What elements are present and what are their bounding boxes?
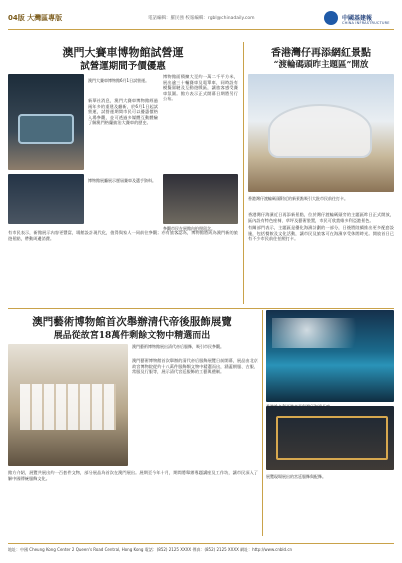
museum-photo — [8, 74, 84, 170]
newspaper-logo[interactable] — [324, 8, 394, 28]
right-column-divider — [262, 310, 263, 536]
section-divider — [8, 308, 394, 309]
article-b — [248, 212, 394, 304]
logo-title: 中國基建報 — [342, 15, 373, 22]
article-c-paragraph-2: 館方介紹，展覽共展出約一百套件文物，部分展品為首次在澳門展出。展期至今年十月，期間將舉辦專題講座及工作坊，讓市民深入了解中國傳統服飾文化。 — [8, 470, 258, 481]
newspaper-page — [8, 8, 394, 555]
article-a-col2 — [163, 74, 238, 170]
article-a-paragraph-3: 有市民表示，新館展示內容更豐富，場館設計現代化，值得與家人一同前往參觀；亦有旅客認為，博物館將成為澳門新的旅遊景點，帶動周邊消費。 — [8, 230, 238, 241]
visitors-photo — [163, 174, 238, 224]
article-a-col1 — [88, 98, 158, 224]
page-header — [8, 8, 394, 30]
footer-contact: 地址：中國 Cheung Kong Center 2 Queen's Road Central, Hong Kong 電話：(852) 2125 XXXX 傳真：(852) 2125 XXXX 網址：http://www.cnbld.cn — [8, 547, 293, 552]
article-c-bottom — [8, 470, 258, 536]
logo-subtitle: CHINA INFRASTRUCTURE — [342, 21, 390, 25]
headline-c-sub: 展品從故宮18萬件剩餘文物中精選而出 — [53, 331, 211, 341]
headline-c-main: 澳門藝術博物館首次舉辦清代帝後服飾展覽 — [32, 316, 232, 328]
exhibit-photo — [8, 174, 84, 224]
article-b-paragraph-2: 有關部門表示，主題區是優化海濱計劃的一部分，日後將陸續推出更多配套設施，包括餐飲及文化活動，讓市民及旅客可在海濱享受休閒時光。開放首日已有不少市民前往拍照打卡。 — [248, 225, 394, 242]
article-c-col1 — [132, 358, 258, 470]
article-a-paragraph-1: 新華社消息，澳門大賽車博物館經過兩年多的重建及翻新，於6月1日起試營運，試營運期間市民可以優惠價格入場參觀，並可透過多媒體互動體驗了解澳門格蘭披治大賽車的歷史。 — [88, 98, 158, 126]
logo-mark-icon — [324, 11, 338, 25]
caption-p2: 博物館展廳展示歷屆賽車及選手資料。 — [88, 178, 156, 183]
caption-p7: 展覽現場展出的宮廷服飾與配飾。 — [266, 474, 326, 479]
exhibition-photo — [8, 344, 128, 466]
night-harbour-photo — [266, 310, 394, 402]
headline-a-main: 澳門大賽車博物館試營運 — [62, 46, 184, 59]
article-b-paragraph-1: 香港灣仔海濱近日再添新景點，位於灣仔渡輪碼頭旁的主題區昨日正式開放，區內設有特色座椅、草坪及藝術裝置，市民可欣賞維多利亞港景色。 — [248, 212, 394, 223]
article-a-bottom — [8, 230, 238, 300]
page-label: 04版 大灣區專版 — [8, 14, 63, 22]
column-divider — [243, 42, 244, 304]
caption-p3: 參觀市民在展館內拍照留念。 — [163, 226, 215, 231]
headline-b-main: 香港灣仔再添網紅景點 — [271, 48, 371, 59]
article-a-paragraph-2: 博物館面積擴大至約一萬二千平方米，展出逾三十輛賽車及電單車，同時設有模擬駕駛及互動遊戲區，讓旅客感受賽車氛圍。館方表示正式開幕日期將另行公布。 — [163, 74, 238, 102]
caption-p1: 澳門大賽車博物館6月1日試營運。 — [88, 78, 150, 83]
headline-b-sub: “渡輪碼頭昨主題區”開放 — [273, 60, 369, 70]
costume-display-photo — [266, 406, 394, 470]
page-footer — [8, 543, 394, 555]
caption-p4: 香港灣仔渡輪碼頭附近的新景點吸引大批市民前往打卡。 — [248, 196, 348, 201]
caption-p5: 澳門藝術博物館展出清代帝后服飾，吸引市民參觀。 — [132, 344, 224, 349]
article-c-paragraph-1: 澳門藝術博物館首次舉辦的清代帝后服飾展覽日前開幕，展品由北京故宮博物院從約十八萬件服飾類文物中精選而出，涵蓋朝服、吉服、常服及行服等，展示清代宮廷服飾的工藝與禮制。 — [132, 358, 258, 375]
headline-a-sub: 試營運期間予價優惠 — [80, 61, 166, 72]
harbour-photo — [248, 74, 394, 192]
editor-meta: 電話編輯：羅民強 校報編輯：rgbl@chinadaily.com — [148, 16, 255, 21]
